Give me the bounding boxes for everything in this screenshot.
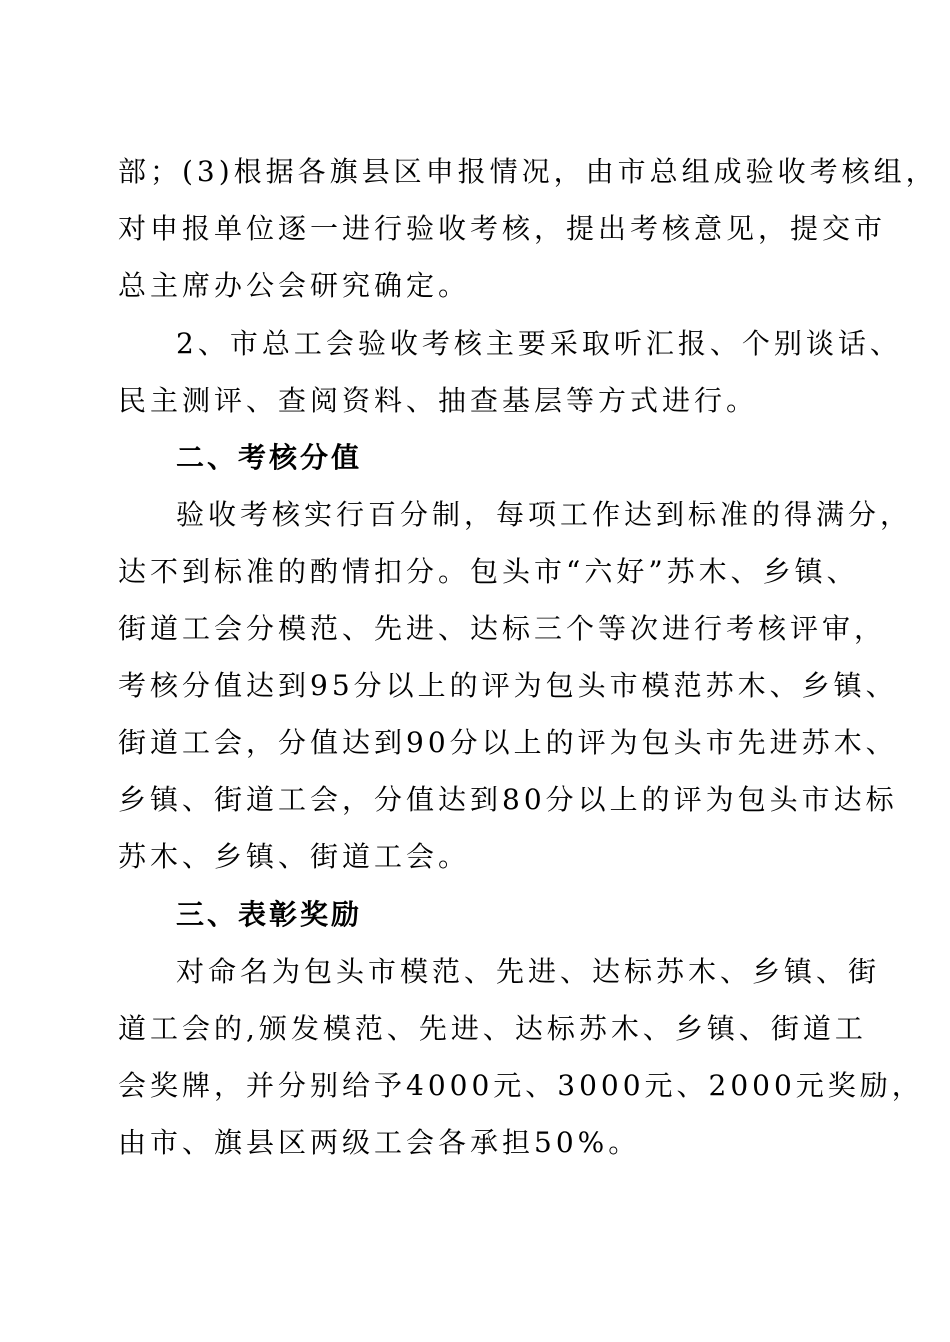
paragraph-line-12: 乡镇、街道工会，分值达到80分以上的评为包头市达标 (118, 783, 898, 816)
paragraph-line-8: 达不到标准的酌情扣分。包头市“六好”苏木、乡镇、 (118, 555, 859, 588)
paragraph-line-17: 会奖牌，并分别给予4000元、3000元、2000元奖励， (118, 1069, 924, 1102)
section-heading-awards: 三、表彰奖励 (176, 898, 363, 931)
paragraph-line-1: 部；(3)根据各旗县区申报情况，由市总组成验收考核组， (118, 155, 938, 188)
paragraph-line-3: 总主席办公会研究确定。 (118, 269, 471, 302)
paragraph-line-7: 验收考核实行百分制，每项工作达到标准的得满分， (176, 498, 913, 531)
section-heading-scoring: 二、考核分值 (176, 441, 363, 474)
paragraph-line-2: 对申报单位逐一进行验收考核，提出考核意见，提交市 (118, 212, 887, 245)
paragraph-line-4: 2、市总工会验收考核主要采取听汇报、个别谈话、 (176, 327, 902, 360)
paragraph-line-11: 街道工会，分值达到90分以上的评为包头市先进苏木、 (118, 726, 898, 759)
paragraph-line-5: 民主测评、查阅资料、抽查基层等方式进行。 (118, 384, 759, 417)
paragraph-line-16: 道工会的,颁发模范、先进、达标苏木、乡镇、街道工 (118, 1012, 867, 1045)
paragraph-line-10: 考核分值达到95分以上的评为包头市模范苏木、乡镇、 (118, 669, 898, 702)
paragraph-line-15: 对命名为包头市模范、先进、达标苏木、乡镇、街 (176, 955, 881, 988)
paragraph-line-13: 苏木、乡镇、街道工会。 (118, 840, 471, 873)
paragraph-line-18: 由市、旗县区两级工会各承担50%。 (118, 1126, 641, 1159)
paragraph-line-9: 街道工会分模范、先进、达标三个等次进行考核评审， (118, 612, 887, 645)
